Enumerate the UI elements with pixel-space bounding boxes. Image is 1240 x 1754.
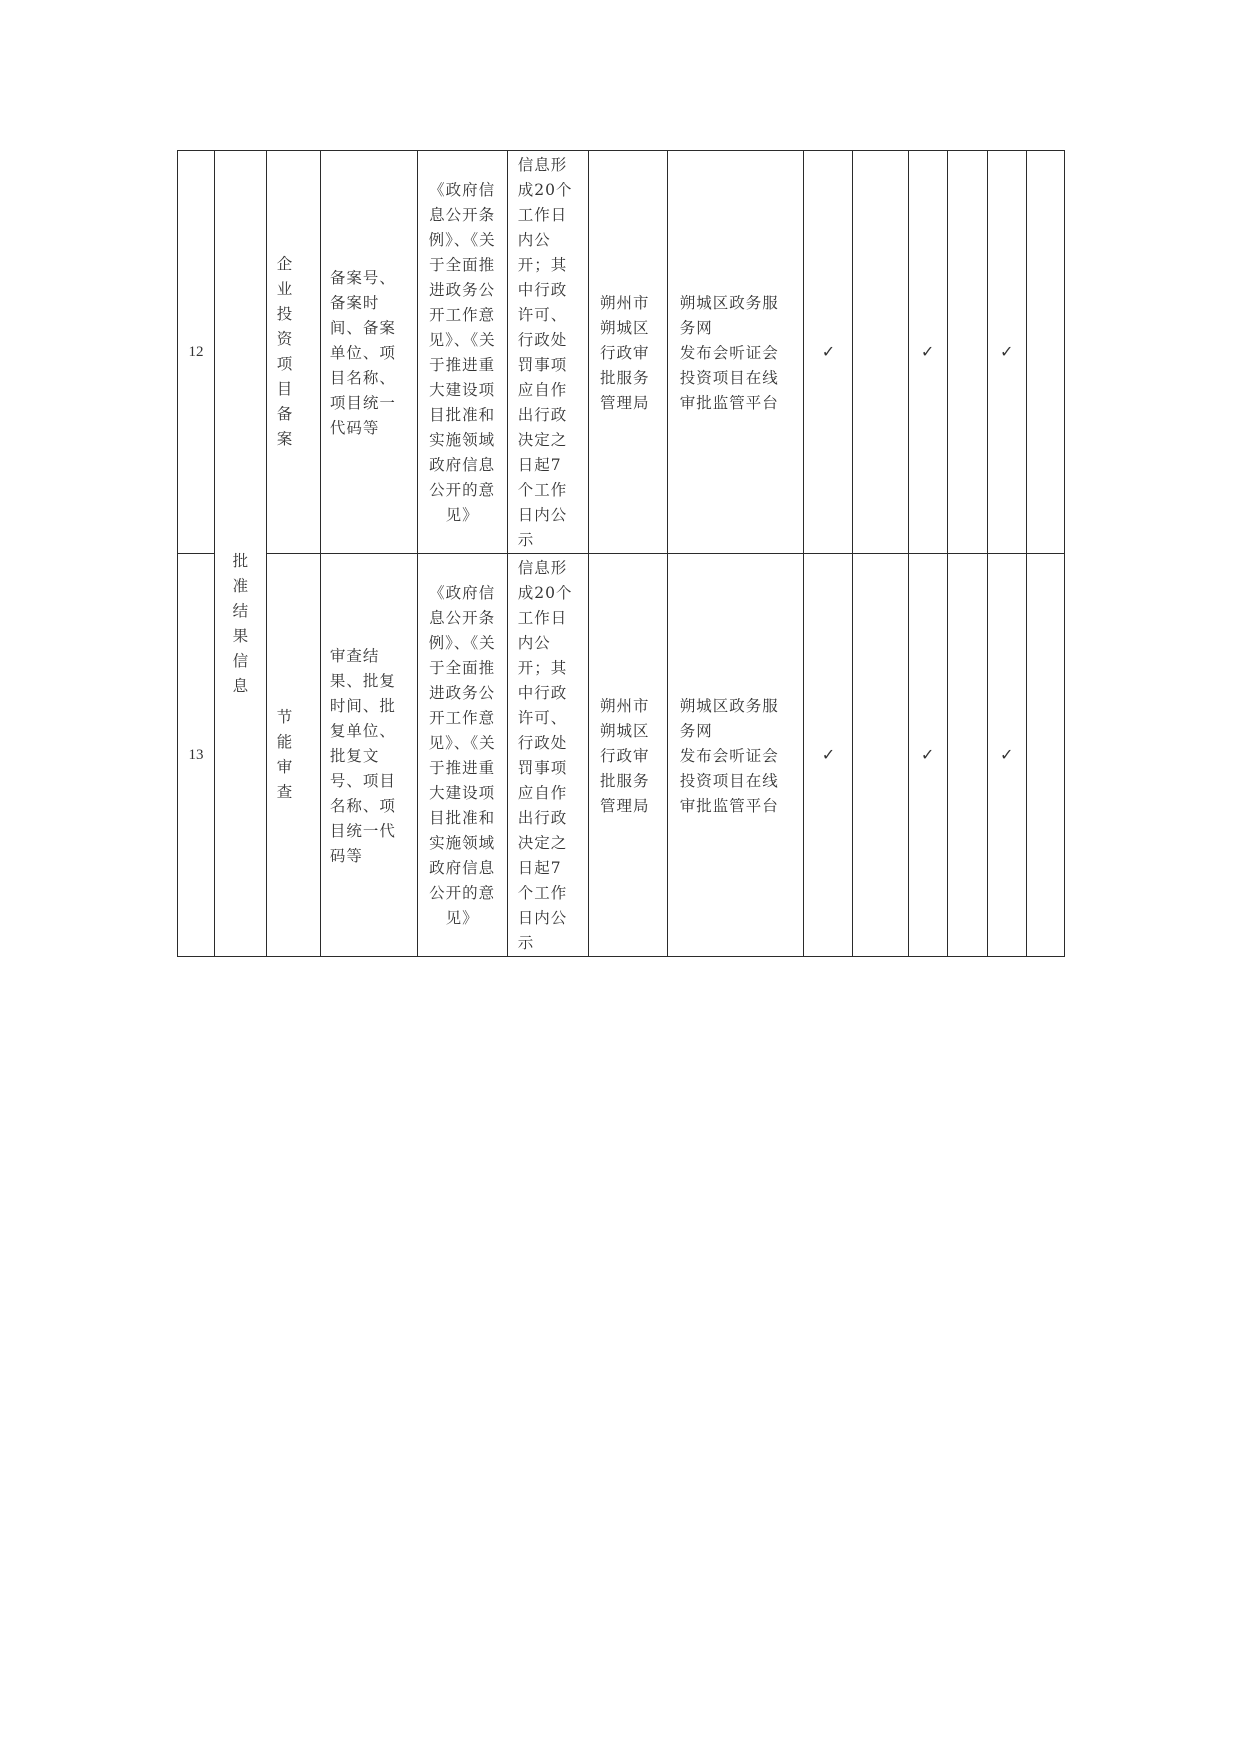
channel-cell [668,554,804,957]
disclosure-channel: 朔城区政务服务网 发布会听证会 投资项目在线审批监管平台 [679,696,779,815]
mark-cell [987,151,1026,554]
check-mark-icon: ✓ [1000,342,1014,361]
check-mark-icon: ✓ [1000,745,1014,764]
mark-cell [804,554,853,957]
check-mark-icon: ✓ [920,745,935,764]
mark-cell [947,151,987,554]
mark-cell [908,554,947,957]
mark-cell [1026,554,1064,957]
mark-cell [1026,151,1064,554]
row-number: 13 [188,747,204,763]
time-limit-cell [507,151,588,554]
disclosure-channel: 朔城区政务服务网 发布会听证会 投资项目在线审批监管平台 [679,293,779,412]
mark-cell [908,151,947,554]
content-cell [321,151,417,554]
item-cell [267,151,321,554]
disclosure-subject: 朔州市朔城区行政审批服务管理局 [599,696,650,815]
item-cell [267,554,321,957]
check-mark-icon: ✓ [821,342,836,361]
disclosure-content: 备案号、备案时间、备案单位、项目名称、项目统一代码等 [329,268,396,437]
check-mark-icon: ✓ [821,745,836,764]
item-name: 企业投资项目备案 [276,255,295,448]
disclosure-content: 审查结果、批复时间、批复单位、批复文号、项目名称、项目统一代码等 [329,646,396,865]
row-number-cell [178,151,215,554]
table-row [178,554,1065,957]
channel-cell [668,151,804,554]
row-number: 12 [188,344,204,360]
item-name: 节能审查 [276,708,295,801]
disclosure-time-limit: 信息形成20个工作日内公开；其中行政许可、行政处罚事项应自作出行政决定之日起7个工作日内公示 [517,559,573,952]
mark-cell [853,151,908,554]
mark-cell [947,554,987,957]
basis-cell [417,554,507,957]
disclosure-subject: 朔州市朔城区行政审批服务管理局 [599,293,650,412]
disclosure-basis: 《政府信息公开条例》、《关于全面推进政务公开工作意见》、《关于推进重大建设项目批准和实施领域政府信息公开的意见》 [428,181,496,524]
time-limit-cell [507,554,588,957]
disclosure-time-limit: 信息形成20个工作日内公开；其中行政许可、行政处罚事项应自作出行政决定之日起7个工作日内公示 [517,156,573,549]
mark-cell [804,151,853,554]
mark-cell [853,554,908,957]
disclosure-table [177,150,1065,957]
subject-cell [588,554,667,957]
disclosure-basis: 《政府信息公开条例》、《关于全面推进政务公开工作意见》、《关于推进重大建设项目批准和实施领域政府信息公开的意见》 [428,584,496,927]
category-label: 批准结果信息 [232,551,250,695]
content-cell [321,554,417,957]
category-cell [215,151,267,957]
table-row [178,151,1065,554]
check-mark-icon: ✓ [920,342,935,361]
subject-cell [588,151,667,554]
basis-cell [417,151,507,554]
mark-cell [987,554,1026,957]
row-number-cell [178,554,215,957]
